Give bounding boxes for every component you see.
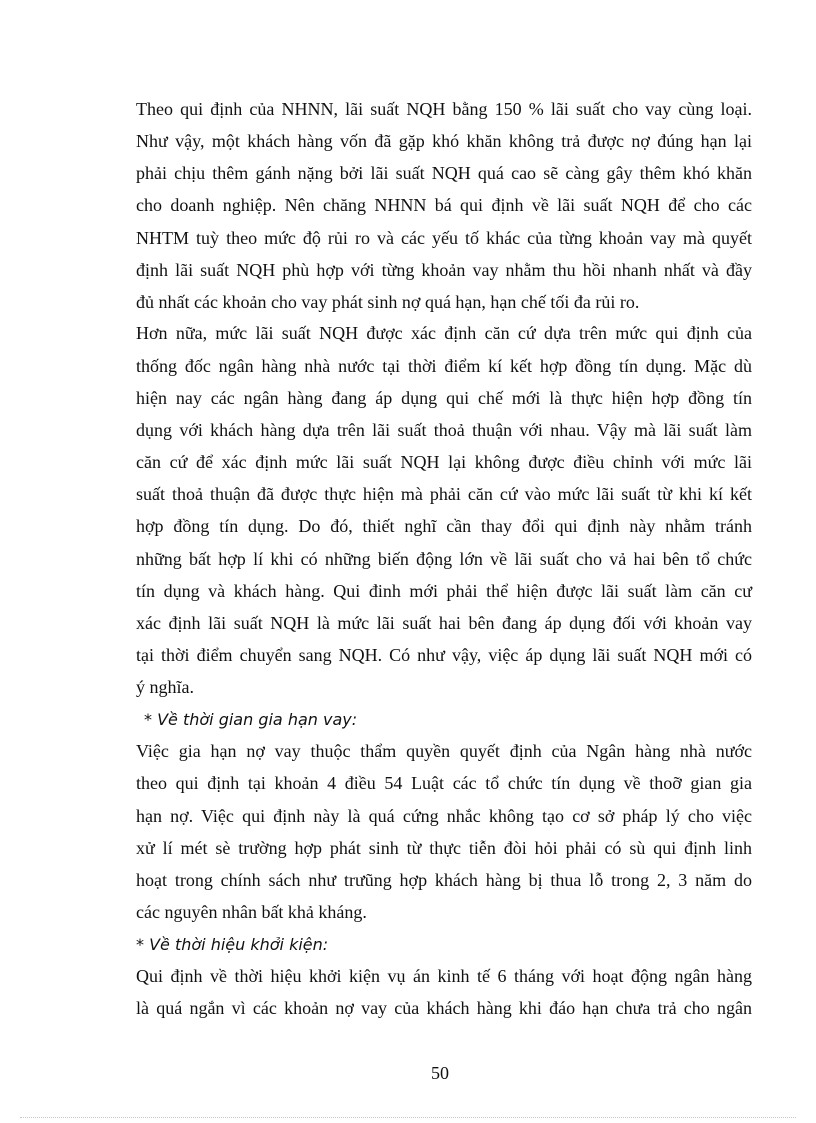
text-line: căn cứ để xác định mức lãi suất NQH lại không được điều chỉnh với mức lãi (136, 452, 752, 472)
section-heading: * Về thời gian gia hạn vay: (144, 710, 358, 729)
text-line: thống đốc ngân hàng nhà nước tại thời điểm kí kết hợp đồng tín dụng. Mặc dù (136, 356, 752, 376)
text-line: suất thoả thuận đã được thực hiện mà phải căn cứ vào mức lãi suất từ khi kí kết (136, 484, 752, 504)
text-line: cho doanh nghiệp. Nên chăng NHNN bá qui định về lãi suất NQH để cho các (136, 195, 752, 215)
text-line: tín dụng và khách hàng. Qui đinh mới phải thể hiện được lãi suất làm căn cư (136, 581, 752, 601)
text-line: NHTM tuỳ theo mức độ rủi ro và các yếu tố khác của từng khoản vay mà quyết (136, 228, 752, 248)
text-line: xác định lãi suất NQH là mức lãi suất hai bên đang áp dụng đối với khoản vay (136, 613, 752, 633)
text-line: các nguyên nhân bất khả kháng. (136, 902, 367, 922)
page-number: 50 (431, 1063, 449, 1083)
text-line: Hơn nữa, mức lãi suất NQH được xác định căn cứ dựa trên mức qui định của (136, 323, 752, 343)
text-line: hợp đồng tín dụng. Do đó, thiết nghĩ cần thay đổi qui định này nhằm tránh (136, 516, 752, 536)
text-line: định lãi suất NQH phù hợp với từng khoản vay nhằm thu hồi nhanh nhất và đầy (136, 260, 752, 280)
section-heading: * Về thời hiệu khởi kiện: (136, 935, 329, 954)
text-line: tại thời điểm chuyển sang NQH. Có như vậy, việc áp dụng lãi suất NQH mới có (136, 645, 752, 665)
text-line: phải chịu thêm gánh nặng bởi lãi suất NQH quá cao sẽ càng gây thêm khó khăn (136, 163, 752, 183)
text-line: những bất hợp lí khi có những biến động lớn về lãi suất cho vả hai bên tổ chức (136, 549, 752, 569)
text-line: Như vậy, một khách hàng vốn đã gặp khó khăn không trả được nợ đúng hạn lại (136, 131, 752, 151)
text-line: hiện nay các ngân hàng đang áp dụng qui chế mới là thực hiện hợp đồng tín (136, 388, 752, 408)
text-line: hoạt trong chính sách như trưũng hợp khách hàng bị thua lỗ trong 2, 3 năm do (136, 870, 752, 890)
page-border (20, 1117, 796, 1118)
text-line: dụng với khách hàng dựa trên lãi suất thoả thuận với nhau. Vậy mà lãi suất làm (136, 420, 752, 440)
text-line: ý nghĩa. (136, 677, 194, 697)
text-line: Qui định về thời hiệu khởi kiện vụ án kinh tế 6 tháng với hoạt động ngân hàng (136, 966, 752, 986)
text-line: Việc gia hạn nợ vay thuộc thẩm quyền quyết định của Ngân hàng nhà nước (136, 741, 752, 761)
text-line: theo qui định tại khoản 4 điều 54 Luật các tổ chức tín dụng về thoỡ gian gia (136, 773, 752, 793)
text-line: đủ nhất các khoản cho vay phát sinh nợ quá hạn, hạn chế tối đa rủi ro. (136, 292, 640, 312)
text-line: xử lí mét sè trường hợp phát sinh từ thực tiễn đòi hỏi phải có sù qui định linh (136, 838, 752, 858)
text-line: là quá ngắn vì các khoản nợ vay của khách hàng khi đáo hạn chưa trả cho ngân (136, 998, 752, 1018)
text-line: hạn nợ. Việc qui định này là quá cứng nhắc không tạo cơ sở pháp lý cho việc (136, 806, 752, 826)
text-line: Theo qui định của NHNN, lãi suất NQH bằng 150 % lãi suất cho vay cùng loại. (136, 99, 752, 119)
